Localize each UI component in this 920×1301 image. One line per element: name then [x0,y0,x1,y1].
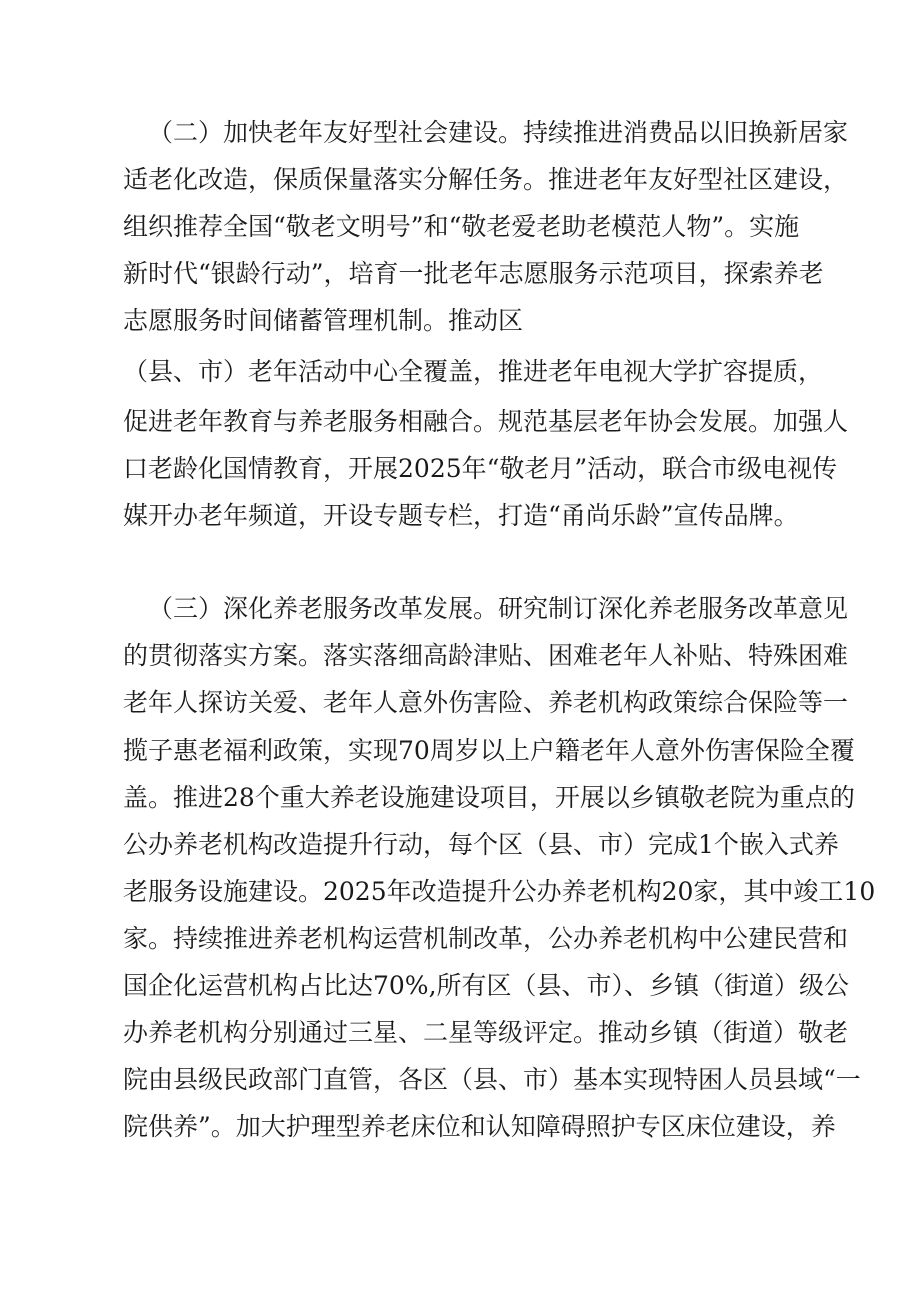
paragraph-line: （三）深化养老服务改革发展。研究制订深化养老服务改革意见 [148,594,849,623]
paragraph-line: 院供养”。加大护理型养老床位和认知障碍照护专区床位建设，养 [123,1112,836,1141]
paragraph-line: 院由县级民政部门直管，各区（县、市）基本实现特困人员县域“一 [123,1065,861,1094]
paragraph-line: 组织推荐全国“敬老文明号”和“敬老爱老助老模范人物”。实施 [123,212,800,241]
paragraph-line: 公办养老机构改造提升行动，每个区（县、市）完成1个嵌入式养 [123,830,839,859]
paragraph-line: 口老龄化国情教育，开展2025年“敬老月”活动，联合市级电视传 [123,454,838,483]
paragraph-line: 适老化改造，保质保量落实分解任务。推进老年友好型社区建设， [123,165,849,194]
paragraph-line: 媒开办老年频道，开设专题专栏，打造“甬尚乐龄”宣传品牌。 [123,501,799,530]
paragraph-line: 新时代“银龄行动”，培育一批老年志愿服务示范项目，探索养老 [123,259,824,288]
paragraph-line: 促进老年教育与养老服务相融合。规范基层老年协会发展。加强人 [123,407,849,436]
paragraph-line: 老服务设施建设。2025年改造提升公办养老机构20家，其中竣工10 [123,877,876,906]
paragraph-line: （县、市）老年活动中心全覆盖，推进老年电视大学扩容提质， [123,357,824,386]
paragraph-line: 家。持续推进养老机构运营机制改革，公办养老机构中公建民营和 [123,924,849,953]
paragraph-line: 盖。推进28个重大养老设施建设项目，开展以乡镇敬老院为重点的 [123,783,855,812]
paragraph-line: 国企化运营机构占比达70%,所有区（县、市）、乡镇（街道）级公 [123,971,850,1000]
paragraph-line: 办养老机构分别通过三星、二星等级评定。推动乡镇（街道）敬老 [123,1018,849,1047]
paragraph-line: 老年人探访关爱、老年人意外伤害险、养老机构政策综合保险等一 [123,688,849,717]
paragraph-line: 志愿服务时间储蓄管理机制。推动区 [123,306,524,335]
paragraph-line: （二）加快老年友好型社会建设。持续推进消费品以旧换新居家 [148,118,849,147]
paragraph-line: 揽子惠老福利政策，实现70周岁以上户籍老年人意外伤害保险全覆 [123,736,855,765]
paragraph-line: 的贯彻落实方案。落实落细高龄津贴、困难老年人补贴、特殊困难 [123,641,849,670]
